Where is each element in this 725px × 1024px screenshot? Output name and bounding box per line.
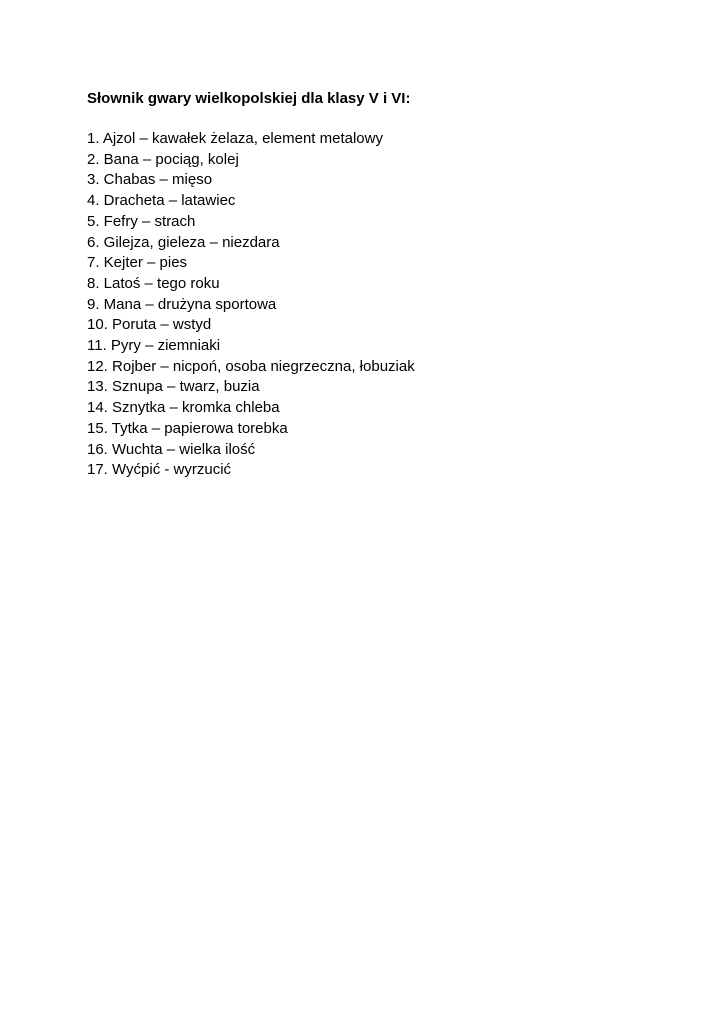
dictionary-list [87, 129, 415, 481]
dictionary-entry: 1. Ajzol – kawałek żelaza, element metalowy [87, 130, 383, 147]
dictionary-entry: 2. Bana – pociąg, kolej [87, 150, 239, 168]
dictionary-entry: 7. Kejter – pies [87, 254, 188, 272]
dictionary-entry: 4. Dracheta – latawiec [87, 192, 236, 210]
dictionary-entry: 5. Fefry – strach [87, 212, 196, 230]
dictionary-entry: 11. Pyry – ziemniaki [87, 337, 221, 355]
dictionary-entry: 3. Chabas – mięso [87, 171, 213, 189]
dictionary-entry: 13. Sznupa – twarz, buzia [87, 378, 260, 396]
dictionary-entry: 12. Rojber – nicpoń, osoba niegrzeczna, łobuziak [87, 357, 415, 375]
dictionary-entry: 9. Mana – drużyna sportowa [87, 295, 277, 313]
dictionary-entry: 15. Tytka – papierowa torebka [87, 419, 288, 437]
dictionary-entry: 14. Sznytka – kromka chleba [87, 399, 280, 417]
dictionary-entry: 16. Wuchta – wielka ilość [87, 440, 256, 458]
dictionary-entry: 8. Latoś – tego roku [87, 274, 220, 292]
document-title: Słownik gwary wielkopolskiej dla klasy V i VI: [87, 90, 411, 107]
dictionary-entry: 10. Poruta – wstyd [87, 316, 212, 334]
dictionary-entry: 6. Gilejza, gieleza – niezdara [87, 233, 280, 251]
dictionary-entry: 17. Wyćpić - wyrzucić [87, 461, 232, 479]
